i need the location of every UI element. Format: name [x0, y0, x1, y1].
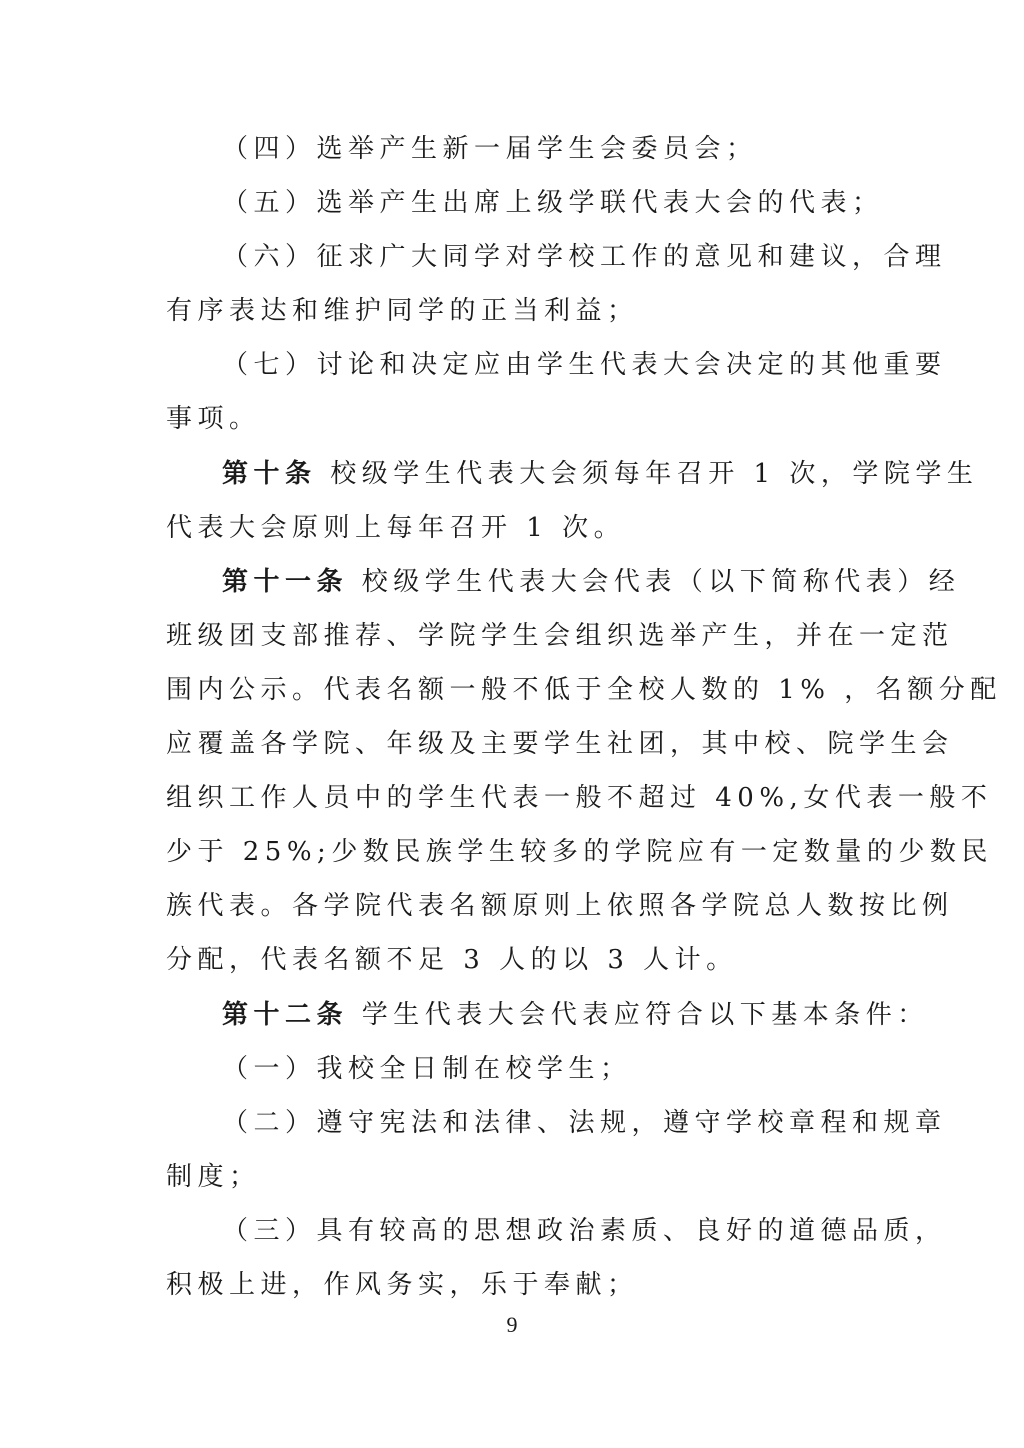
list-item-7: （七）讨论和决定应由学生代表大会决定的其他重要 — [222, 350, 947, 381]
list-item-7-cont: 事项。 — [166, 404, 261, 435]
body-text — [166, 122, 1002, 1312]
article-11-cont-6: 族代表。各学院代表名额原则上依照各学院总人数按比例 — [166, 891, 954, 922]
article-11-cont-7: 分配，代表名额不足 3 人的以 3 人计。 — [166, 945, 738, 976]
article-11 — [166, 555, 961, 609]
article-11-cont-5: 少于 25%;少数民族学生较多的学院应有一定数量的少数民 — [166, 837, 993, 868]
condition-3-cont: 积极上进，作风务实，乐于奉献； — [166, 1269, 639, 1300]
article-10-cont: 代表大会原则上每年召开 1 次。 — [166, 512, 626, 543]
article-10-text: 校级学生代表大会须每年召开 1 次，学院学生 — [330, 458, 979, 489]
article-10-heading: 第十条 — [222, 458, 317, 489]
article-11-cont-2: 围内公示。代表名额一般不低于全校人数的 1% ，名额分配 — [166, 674, 1002, 705]
article-11-text: 校级学生代表大会代表（以下简称代表）经 — [361, 566, 961, 597]
article-11-cont-1: 班级团支部推荐、学院学生会组织选举产生，并在一定范 — [166, 620, 954, 651]
condition-2-cont: 制度； — [166, 1161, 261, 1192]
condition-2: （二）遵守宪法和法律、法规，遵守学校章程和规章 — [222, 1107, 947, 1138]
article-12-text: 学生代表大会代表应符合以下基本条件： — [361, 999, 929, 1030]
article-11-cont-3: 应覆盖各学院、年级及主要学生社团，其中校、院学生会 — [166, 729, 954, 760]
list-item-4: （四）选举产生新一届学生会委员会； — [222, 134, 758, 164]
article-12 — [166, 988, 929, 1042]
condition-1: （一）我校全日制在校学生； — [222, 1053, 632, 1084]
list-item-6-cont: 有序表达和维护同学的正当利益； — [166, 296, 639, 327]
article-11-heading: 第十一条 — [222, 566, 349, 597]
article-12-heading: 第十二条 — [222, 999, 349, 1030]
list-item-6: （六）征求广大同学对学校工作的意见和建议，合理 — [222, 242, 947, 273]
article-10 — [166, 447, 979, 501]
page-number: 9 — [506, 1312, 518, 1337]
article-11-cont-4: 组织工作人员中的学生代表一般不超过 40%,女代表一般不 — [166, 783, 993, 814]
list-item-5: （五）选举产生出席上级学联代表大会的代表； — [222, 188, 884, 219]
condition-3: （三）具有较高的思想政治素质、良好的道德品质， — [222, 1215, 947, 1246]
